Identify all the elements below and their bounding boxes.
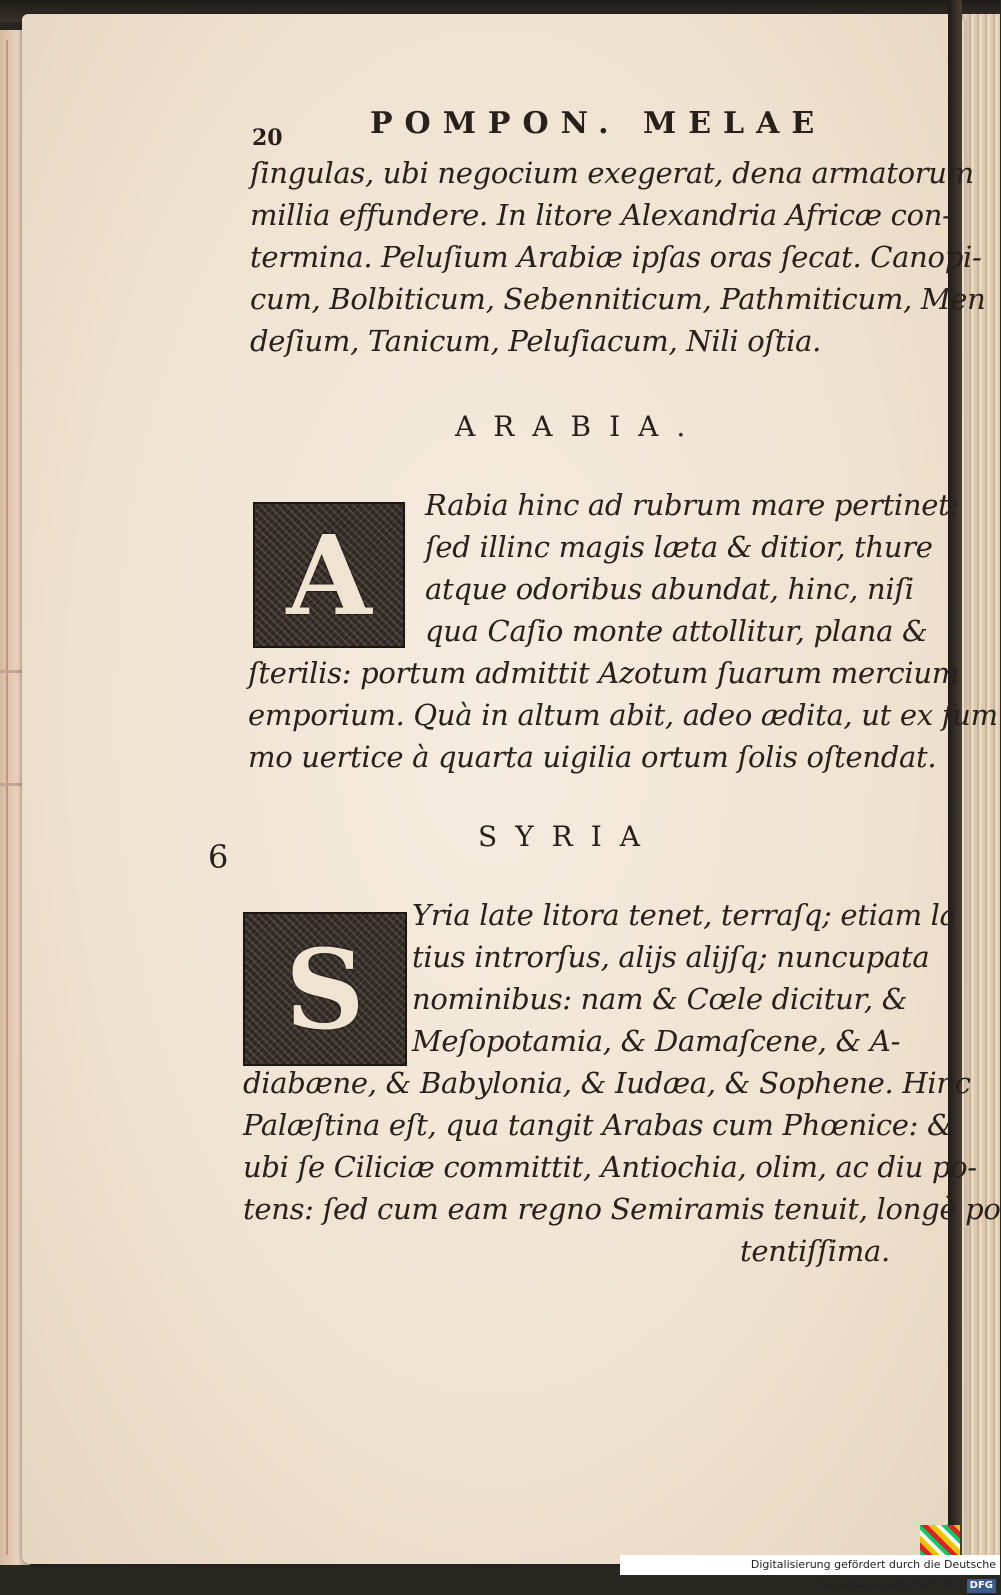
text-line: ſed illinc magis læta & ditior, thure xyxy=(425,530,933,564)
text-line: tentiſſima. xyxy=(740,1234,890,1268)
text-line: atque odoribus abundat, hinc, niſi xyxy=(425,572,914,606)
text-line: deſium, Tanicum, Peluſiacum, Nili oſtia. xyxy=(250,324,822,358)
text-line: millia effundere. In litore Alexandria Africæ con- xyxy=(250,198,952,232)
text-line: Yria late litora tenet, terraſq; etiam la xyxy=(412,898,957,932)
text-line: Rabia hinc ad rubrum mare pertinet: xyxy=(425,488,959,522)
section-heading-arabia: ARABIA. xyxy=(455,410,704,443)
text-line: ubi ſe Ciliciæ committit, Antiochia, olim, ac diu po- xyxy=(243,1150,977,1184)
text-line: Palæſtina eſt, qua tangit Arabas cum Phœnice: & xyxy=(243,1108,953,1142)
text-line: diabæne, & Babylonia, & Iudæa, & Sophene. Hinc xyxy=(243,1066,971,1100)
text-line: tens: ſed cum eam regno Semiramis tenuit, longè po xyxy=(243,1192,1001,1226)
footer-text: Digitalisierung gefördert durch die Deutsche Forschungsgemeinschaft - xyxy=(750,1558,996,1591)
text-line: nominibus: nam & Cœle dicitur, & xyxy=(412,982,908,1016)
text-line: qua Caſio monte attollitur, plana & xyxy=(425,614,928,648)
text-line: mo uertice à quarta uigilia ortum ſolis oſtendat. xyxy=(248,740,937,774)
text-line: ſterilis: portum admittit Azotum ſuarum mercium xyxy=(248,656,959,690)
initial-letter: A xyxy=(286,510,372,640)
text-line: tius introrſus, alijs alijſq; nuncupata xyxy=(412,940,930,974)
decorated-initial-s xyxy=(243,912,407,1066)
text-line: emporium. Quà in altum abit, adeo ædita, ut ex ſum xyxy=(248,698,998,732)
section-heading-syria: SYRIA xyxy=(478,820,659,853)
page-number: 20 xyxy=(252,125,283,151)
binding-shadow xyxy=(948,0,962,1575)
digitization-footer xyxy=(620,1555,1000,1591)
text-line: termina. Peluſium Arabiæ ipſas oras ſecat. Canopi- xyxy=(250,240,982,274)
margin-number: 6 xyxy=(208,838,229,876)
decorated-initial-a xyxy=(253,502,405,648)
initial-letter: S xyxy=(285,924,365,1054)
text-line: Meſopotamia, & Damaſcene, & A- xyxy=(412,1024,901,1058)
dfg-logo: DFG xyxy=(967,1579,996,1593)
running-head: POMPON. MELAE xyxy=(370,106,827,141)
text-line: cum, Bolbiticum, Sebenniticum, Pathmiticum, Men xyxy=(250,282,986,316)
text-line: ſingulas, ubi negocium exegerat, dena armatorum xyxy=(250,156,974,190)
